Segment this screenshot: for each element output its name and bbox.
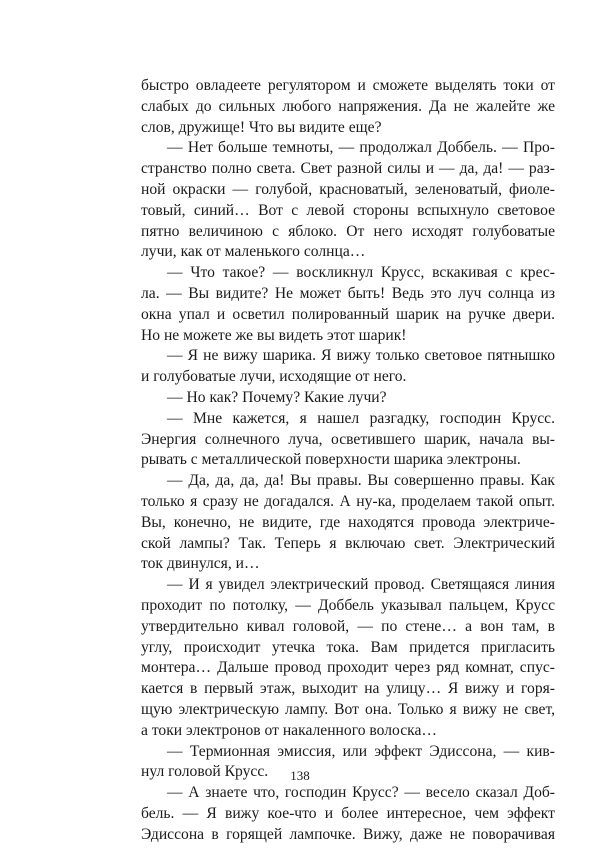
- text-line: Эдиссона в горящей лампочке. Вижу, даже не поворачивая: [141, 825, 555, 843]
- text-line: — Да, да, да, да! Вы правы. Вы совершенно правы. Как: [167, 472, 555, 490]
- text-line: — Нет больше темноты, — продолжал Доббель. — Про-: [167, 139, 555, 157]
- text-line: — Термионная эмиссия, или эффект Эдиссона, — кив-: [167, 742, 555, 760]
- text-line: — А знаете что, господин Крусс? — весело сказал Доб-: [167, 784, 555, 802]
- text-line: проходит по потолку, — Доббель указывал пальцем, Крусс: [141, 596, 555, 614]
- text-line: слабых до сильных любого напряжения. Да не жалейте же: [141, 97, 555, 115]
- body-text: [141, 76, 555, 845]
- text-line: лучи, как от маленького солнца…: [141, 243, 366, 261]
- text-line: только я сразу не догадался. А ну-ка, проделаем такой опыт.: [141, 492, 555, 510]
- text-line: углу, происходит утечка тока. Вам придется пригласить: [141, 638, 555, 656]
- text-line: товый, синий… Вот с левой стороны вспыхнуло световое: [141, 201, 555, 219]
- text-line: — И я увидел электрический провод. Светящаяся линия: [167, 576, 555, 594]
- text-line: ской лампы? Так. Теперь я включаю свет. Электрический: [141, 534, 555, 552]
- text-line: — Я не вижу шарика. Я вижу только световое пятнышко: [167, 347, 555, 365]
- text-line: а токи электронов от накаленного волоска…: [141, 721, 437, 739]
- text-line: слов, дружище! Что вы видите еще?: [141, 118, 382, 136]
- text-line: Вы, конечно, не видите, где находятся провода электриче-: [141, 513, 555, 531]
- text-line: монтера… Дальше провод проходит через ряд комнат, спус-: [141, 659, 555, 677]
- text-line: бель. — Я вижу кое-что и более интересное, чем эффект: [141, 804, 555, 822]
- text-line: — Но как? Почему? Какие лучи?: [167, 388, 387, 406]
- text-line: пятно величиною с яблоко. От него исходят голубоватые: [141, 222, 555, 240]
- text-line: окна упал и осветил полированный шарик на ручке двери.: [141, 305, 555, 323]
- text-line: и голубоватые лучи, исходящие от него.: [141, 368, 407, 386]
- text-line: странство полно света. Свет разной силы и — да, да! — раз-: [141, 160, 555, 178]
- page-number: 138: [290, 768, 310, 783]
- text-line: Энергия солнечного луча, осветившего шарик, начала вы-: [141, 430, 555, 448]
- text-line: ток двинулся, и…: [141, 555, 260, 573]
- text-line: щую электрическую лампу. Вот она. Только я вижу не свет,: [141, 700, 555, 718]
- text-line: — Мне кажется, я нашел разгадку, господин Крусс.: [167, 409, 555, 427]
- text-line: рывать с металлической поверхности шарика электроны.: [141, 451, 521, 469]
- text-line: быстро овладеете регулятором и сможете выделять токи от: [141, 77, 555, 94]
- text-line: ной окраски — голубой, красноватый, зеленоватый, фиоле-: [141, 180, 555, 198]
- text-line: — Что такое? — воскликнул Крусс, вскакивая с крес-: [167, 264, 555, 282]
- text-line: ла. — Вы видите? Не может быть! Ведь это луч солнца из: [141, 284, 555, 302]
- text-line: утвердительно кивал головой, — по стене… а вон там, в: [141, 617, 555, 635]
- text-line: Но не можете же вы видеть этот шарик!: [141, 326, 407, 344]
- text-line: кается в первый этаж, выходит на улицу… Я вижу и горя-: [141, 680, 555, 698]
- text-line: нул головой Крусс.: [141, 763, 269, 781]
